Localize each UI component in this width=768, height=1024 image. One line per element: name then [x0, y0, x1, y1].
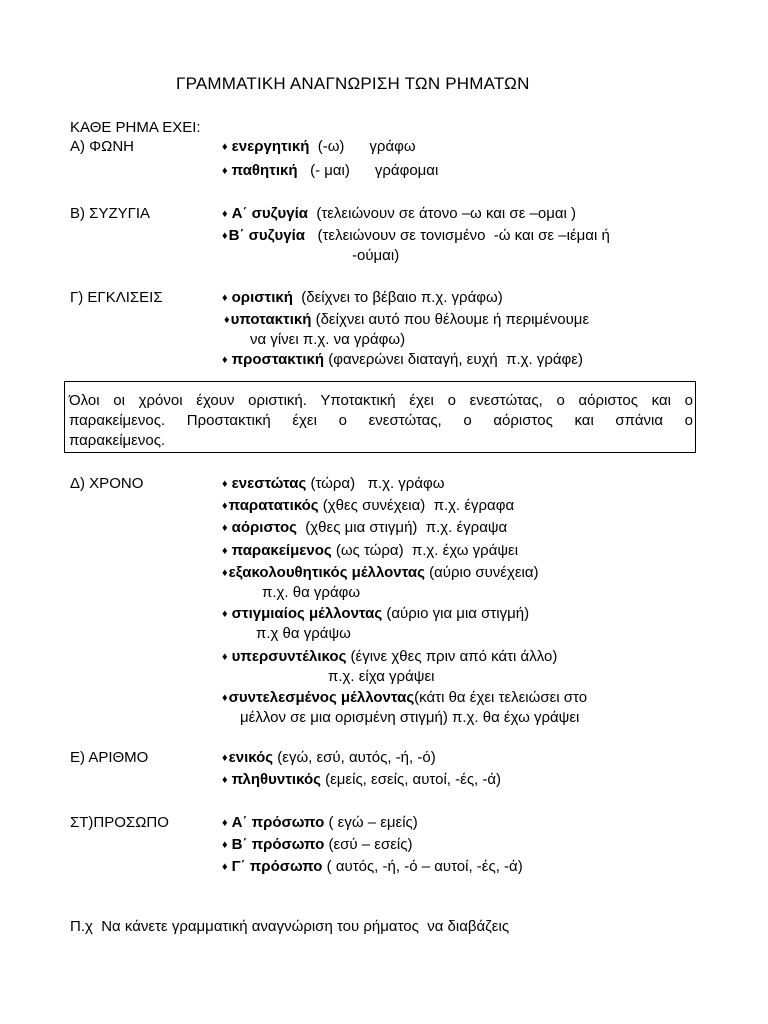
term-detail: (χθες συνέχεια) π.χ. έγραφα [318, 497, 515, 514]
bullet-diamond-icon: ♦ [222, 545, 228, 557]
bullet-diamond-icon: ♦ [222, 478, 228, 490]
bullet-diamond-icon: ♦ [222, 141, 228, 153]
list-item [224, 310, 589, 331]
bullet-diamond-icon: ♦ [222, 208, 228, 220]
term-detail: (χθες μια στιγμή) π.χ. έγραψα [296, 519, 508, 536]
bullet-diamond-icon: ♦ [222, 522, 228, 534]
bullet-diamond-icon: ♦ [222, 752, 228, 764]
list-item [222, 604, 529, 625]
term: ενεργητική [231, 138, 310, 155]
term-detail: (έγινε χθες πριν από κάτι άλλο) [346, 648, 558, 665]
term: παθητική [231, 162, 298, 179]
section-label-mood: Γ) ΕΓΚΛΙΣΕΙΣ [70, 289, 163, 306]
term-detail: (εμείς, εσείς, αυτοί, -ές, -ά) [320, 771, 502, 788]
list-item-continuation: να γίνει π.χ. να γράφω) [250, 331, 406, 348]
list-item [222, 541, 518, 562]
list-item [222, 835, 412, 856]
exercise-text: Π.χ Να κάνετε γραμματική αναγνώριση του ρήματος να διαβάζεις [70, 918, 510, 935]
term: παρακείμενος [231, 542, 332, 559]
term: εξακολουθητικός μέλλοντας [228, 564, 425, 581]
note-line-1: Όλοι οι χρόνοι έχουν οριστική. Υποτακτική έχει ο ενεστώτας, ο αόριστος και ο [69, 392, 693, 409]
bullet-diamond-icon: ♦ [222, 165, 228, 177]
bullet-diamond-icon: ♦ [222, 839, 228, 851]
section-label-tense: Δ) ΧΡΟΝΟ [70, 475, 144, 492]
list-item [222, 748, 436, 769]
list-item-continuation: μέλλον σε μια ορισμένη στιγμή) π.χ. θα έχω γράψει [240, 709, 580, 726]
bullet-diamond-icon: ♦ [222, 230, 228, 242]
term: Α΄ πρόσωπο [231, 814, 325, 831]
term: Α΄ συζυγία [231, 205, 308, 222]
list-item-continuation: π.χ. είχα γράψει [328, 668, 435, 685]
term: Γ΄ πρόσωπο [231, 858, 323, 875]
list-item [222, 204, 576, 225]
list-item [222, 647, 557, 668]
term-detail: (αύριο για μια στιγμή) [382, 605, 530, 622]
term-detail: (τώρα) π.χ. γράφω [306, 475, 445, 492]
term: αόριστος [231, 519, 297, 536]
list-item [222, 518, 507, 539]
list-item-continuation: -ούμαι) [352, 247, 400, 264]
term-detail: (κάτι θα έχει τελειώσει στο [414, 689, 588, 706]
term-detail: (φανερώνει διαταγή, ευχή π.χ. γράφε) [324, 351, 583, 368]
term-detail: (δείχνει αυτό που θέλουμε ή περιμένουμε [311, 311, 590, 328]
section-label-person: ΣΤ)ΠΡΟΣΩΠΟ [70, 814, 169, 831]
term: Β΄ συζυγία [228, 227, 305, 244]
list-item [222, 496, 514, 517]
list-item [222, 350, 583, 371]
bullet-diamond-icon: ♦ [222, 692, 228, 704]
term: παρατατικός [228, 497, 319, 514]
term-detail: (τελειώνουν σε τονισμένο -ώ και σε –ιέμαι ή [304, 227, 610, 244]
bullet-diamond-icon: ♦ [222, 567, 228, 579]
term-detail: (εγώ, εσύ, αυτός, -ή, -ό) [273, 749, 436, 766]
list-item [222, 288, 503, 309]
term-detail: (τελειώνουν σε άτονο –ω και σε –ομαι ) [307, 205, 577, 222]
term-detail: (- μαι) γράφομαι [297, 162, 439, 179]
bullet-diamond-icon: ♦ [222, 608, 228, 620]
list-item-continuation: π.χ θα γράψω [256, 625, 351, 642]
bullet-diamond-icon: ♦ [222, 292, 228, 304]
bullet-diamond-icon: ♦ [222, 774, 228, 786]
term: πληθυντικός [231, 771, 321, 788]
list-item [222, 226, 610, 247]
section-label-voice: Α) ΦΩΝΗ [70, 138, 135, 155]
term: στιγμιαίος μέλλοντας [231, 605, 383, 622]
page-title: ΓΡΑΜΜΑΤΙΚΗ ΑΝΑΓΝΩΡΙΣΗ ΤΩΝ ΡΗΜΑΤΩΝ [176, 74, 530, 93]
list-item [222, 813, 418, 834]
list-item [222, 563, 539, 584]
term: οριστική [231, 289, 293, 306]
note-line-2: παρακείμενος. Προστακτική έχει ο ενεστώτας, ο αόριστος και σπάνια ο [69, 412, 693, 429]
list-item [222, 137, 416, 158]
list-item [222, 857, 523, 878]
term: ενεστώτας [231, 475, 307, 492]
list-item [222, 161, 438, 182]
term: υπερσυντέλικος [231, 648, 347, 665]
bullet-diamond-icon: ♦ [222, 651, 228, 663]
term: προστακτική [231, 351, 325, 368]
term-detail: ( αυτός, -ή, -ό – αυτοί, -ές, -ά) [322, 858, 523, 875]
term-detail: (αύριο συνέχεια) [424, 564, 539, 581]
note-line-3: παρακείμενος. [69, 432, 166, 449]
section-label-number: Ε) ΑΡΙΘΜΟ [70, 749, 149, 766]
bullet-diamond-icon: ♦ [222, 354, 228, 366]
term-detail: ( εγώ – εμείς) [324, 814, 418, 831]
intro-text: ΚΑΘΕ ΡΗΜΑ ΕΧΕΙ: [70, 119, 201, 136]
list-item [222, 688, 587, 709]
bullet-diamond-icon: ♦ [222, 500, 228, 512]
bullet-diamond-icon: ♦ [224, 314, 230, 326]
term: ενικός [228, 749, 274, 766]
list-item-continuation: π.χ. θα γράφω [262, 584, 361, 601]
list-item [222, 770, 501, 791]
bullet-diamond-icon: ♦ [222, 861, 228, 873]
section-label-conjugation: Β) ΣΥΖΥΓΙΑ [70, 205, 151, 222]
term-detail: (δείχνει το βέβαιο π.χ. γράφω) [292, 289, 503, 306]
term: υποτακτική [230, 311, 312, 328]
term: Β΄ πρόσωπο [231, 836, 325, 853]
list-item [222, 474, 444, 495]
term-detail: (ως τώρα) π.χ. έχω γράψει [331, 542, 519, 559]
term: συντελεσμένος μέλλοντας [228, 689, 415, 706]
bullet-diamond-icon: ♦ [222, 817, 228, 829]
term-detail: (εσύ – εσείς) [324, 836, 413, 853]
term-detail: (-ω) γράφω [309, 138, 416, 155]
